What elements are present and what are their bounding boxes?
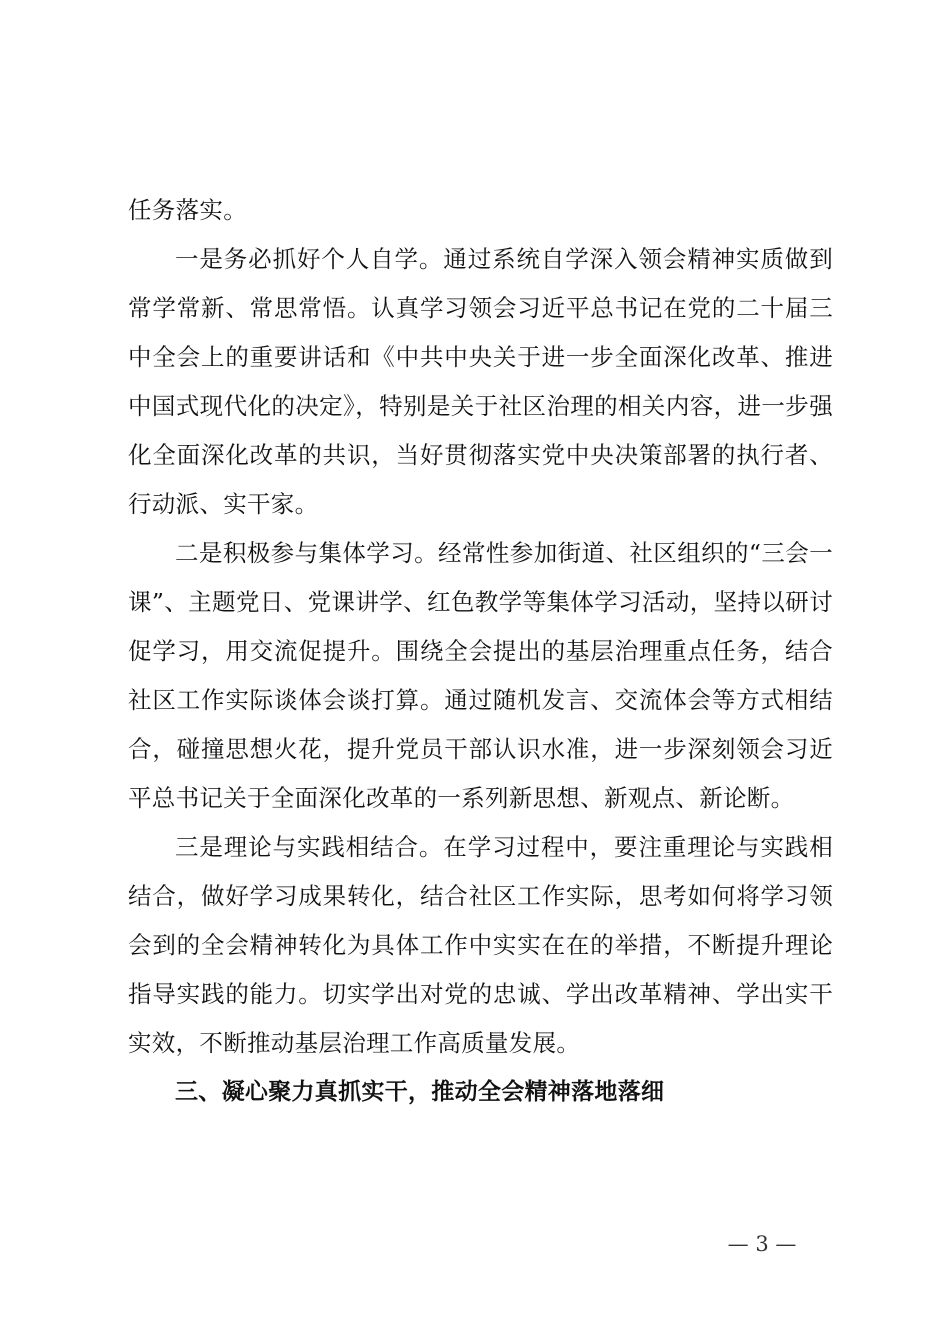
paragraph-group-study: 二是积极参与集体学习。经常性参加街道、社区组织的“三会一课”、主题党日、党课讲学、红色教学等集体学习活动，坚持以研讨促学习，用交流促提升。围绕全会提出的基层治理重点任务，结合社区工作实际谈体会谈打算。通过随机发言、交流体会等方式相结合，碰撞思想火花，提升党员干部认识水准，进一步深刻领会习近平总书记关于全面深化改革的一系列新思想、新观点、新论断。: [128, 539, 833, 812]
body-text: [128, 186, 833, 1117]
paragraph-continuation: 任务落实。: [128, 196, 247, 224]
paragraph-self-study: 一是务必抓好个人自学。通过系统自学深入领会精神实质做到常学常新、常思常悟。认真学习领会习近平总书记在党的二十届三中全会上的重要讲话和《中共中央关于进一步全面深化改革、推进中国式现代化的决定》，特别是关于社区治理的相关内容，进一步强化全面深化改革的共识，当好贯彻落实党中央决策部署的执行者、行动派、实干家。: [128, 245, 833, 518]
paragraph-theory-practice: 三是理论与实践相结合。在学习过程中，要注重理论与实践相结合，做好学习成果转化，结合社区工作实际，思考如何将学习领会到的全会精神转化为具体工作中实实在在的举措，不断提升理论指导实践的能力。切实学出对党的忠诚、学出改革精神、学出实干实效，不断推动基层治理工作高质量发展。: [128, 833, 833, 1057]
section-heading: 三、凝心聚力真抓实干，推动全会精神落地落细: [175, 1079, 665, 1105]
page-number: — 3 —: [727, 1232, 797, 1256]
